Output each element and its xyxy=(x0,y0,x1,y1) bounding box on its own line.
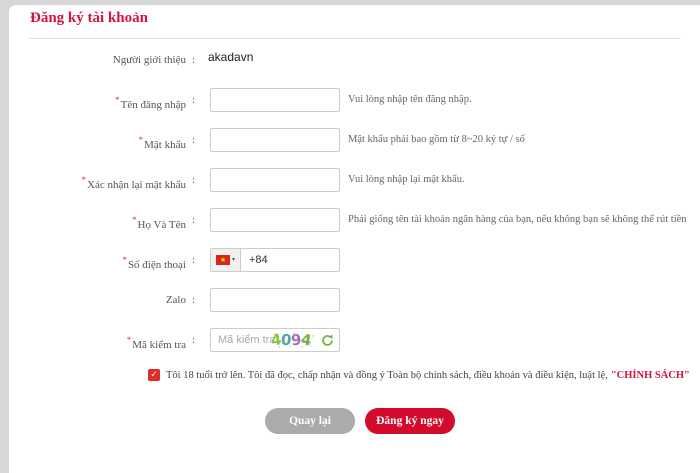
fullname-label: Họ Và Tên xyxy=(137,219,186,231)
required-asterisk: * xyxy=(126,335,132,345)
password-label: Mật khẩu xyxy=(144,139,186,151)
zalo-row xyxy=(9,288,700,312)
confirm-password-label: Xác nhận lại mật khẩu xyxy=(87,179,186,191)
phone-label: Số điện thoại xyxy=(127,259,186,271)
captcha-digit: 0 xyxy=(280,330,293,350)
star-icon: ★ xyxy=(219,255,227,264)
title-divider xyxy=(28,38,681,39)
confirm-password-colon: : xyxy=(192,174,196,186)
page-title: Đăng ký tài khoản xyxy=(30,10,148,26)
policy-link[interactable]: "CHÍNH SÁCH" xyxy=(610,370,690,381)
back-button[interactable]: Quay lại xyxy=(265,408,355,434)
captcha-row xyxy=(9,328,700,352)
captcha-image xyxy=(269,329,319,351)
phone-colon: : xyxy=(192,254,196,266)
referrer-row xyxy=(9,50,700,70)
fullname-hint: Phải giống tên tài khoản ngân hàng của bạn, nếu không bạn sẽ không thể rút tiền xyxy=(348,214,687,225)
username-colon: : xyxy=(192,94,196,106)
username-label: Tên đăng nhập xyxy=(120,99,186,111)
registration-card xyxy=(9,5,700,473)
zalo-label: Zalo xyxy=(165,294,186,306)
phone-row xyxy=(9,248,700,272)
refresh-icon[interactable] xyxy=(321,334,334,347)
vietnam-flag-icon xyxy=(216,255,230,265)
zalo-colon: : xyxy=(192,294,196,306)
confirm-password-row xyxy=(9,168,700,192)
password-row xyxy=(9,128,700,152)
referrer-colon: : xyxy=(192,54,196,66)
username-input[interactable] xyxy=(210,88,340,112)
password-hint: Mật khẩu phải bao gồm từ 8~20 ký tự / số xyxy=(348,134,525,145)
terms-row xyxy=(148,369,690,382)
captcha-digit: 4 xyxy=(299,330,313,350)
captcha-field xyxy=(210,328,340,352)
register-button[interactable]: Đăng ký ngay xyxy=(365,408,455,434)
captcha-input[interactable] xyxy=(211,330,274,350)
fullname-row xyxy=(9,208,700,232)
captcha-label: Mã kiểm tra xyxy=(132,339,186,351)
password-input[interactable] xyxy=(210,128,340,152)
phone-input[interactable] xyxy=(241,254,339,266)
required-asterisk: * xyxy=(138,135,144,145)
required-asterisk: * xyxy=(81,175,87,185)
referrer-label: Người giới thiệu xyxy=(112,54,186,66)
confirm-password-hint: Vui lòng nhập lại mật khẩu. xyxy=(348,174,465,185)
referrer-value: akadavn xyxy=(208,50,254,64)
caret-down-icon: ▾ xyxy=(231,256,235,263)
age-confirm-checkbox[interactable] xyxy=(148,369,160,381)
captcha-digit: 4 xyxy=(269,330,283,350)
zalo-input[interactable] xyxy=(210,288,340,312)
phone-field xyxy=(210,248,340,272)
fullname-input[interactable] xyxy=(210,208,340,232)
password-colon: : xyxy=(192,134,196,146)
required-asterisk: * xyxy=(122,255,127,265)
username-row xyxy=(9,88,700,112)
required-asterisk: * xyxy=(115,95,120,105)
username-hint: Vui lòng nhập tên đăng nhập. xyxy=(348,94,472,105)
captcha-digit: 9 xyxy=(290,330,303,350)
required-asterisk: * xyxy=(132,215,137,225)
check-icon: ✓ xyxy=(150,370,158,380)
terms-text: Tôi 18 tuổi trở lên. Tôi đã đọc, chấp nhận và đồng ý Toàn bộ chính sách, điều khoản và điều kiện, luật lệ, xyxy=(166,370,608,381)
country-code-selector[interactable] xyxy=(211,249,241,271)
fullname-colon: : xyxy=(192,214,196,226)
confirm-password-input[interactable] xyxy=(210,168,340,192)
captcha-colon: : xyxy=(192,334,196,346)
